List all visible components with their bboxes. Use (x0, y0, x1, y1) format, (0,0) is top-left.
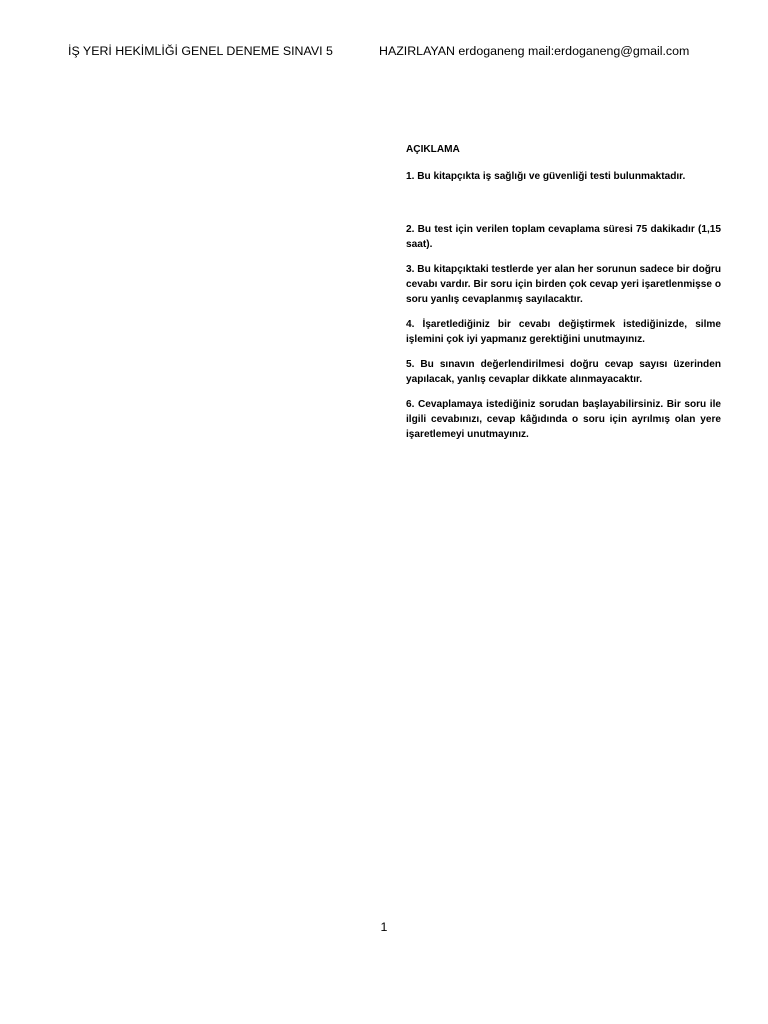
author-info: HAZIRLAYAN erdoganeng mail:erdoganeng@gmail.com (379, 44, 690, 58)
instruction-item-3: 3. Bu kitapçıktaki testlerde yer alan her sorunun sadece bir doğru cevabı vardır. Bir soru için birden çok cevap yeri işaretlenmişse o soru yanlış cevaplanmış sayılacaktır. (406, 264, 721, 305)
document-title: İŞ YERİ HEKİMLİĞİ GENEL DENEME SINAVI 5 (68, 44, 333, 58)
instruction-item-6: 6. Cevaplamaya istediğiniz sorudan başlayabilirsiniz. Bir soru ile ilgili cevabınızı, cevap kâğıdında o soru için ayrılmış olan yere işaretlemeyi unutmayınız. (406, 399, 721, 440)
instruction-item-5: 5. Bu sınavın değerlendirilmesi doğru cevap sayısı üzerinden yapılacak, yanlış cevaplar dikkate alınmayacaktır. (406, 359, 721, 385)
instruction-item-2: 2. Bu test için verilen toplam cevaplama süresi 75 dakikadır (1,15 saat). (406, 224, 721, 250)
instructions-section (406, 142, 721, 452)
instruction-item-1: 1. Bu kitapçıkta iş sağlığı ve güvenliği testi bulunmaktadır. (406, 171, 686, 182)
page-number: 1 (380, 920, 388, 934)
instructions-heading: AÇIKLAMA (406, 144, 460, 155)
instruction-item-4: 4. İşaretlediğiniz bir cevabı değiştirmek istediğinizde, silme işlemini çok iyi yapmanız gerektiğini unutmayınız. (406, 319, 721, 345)
